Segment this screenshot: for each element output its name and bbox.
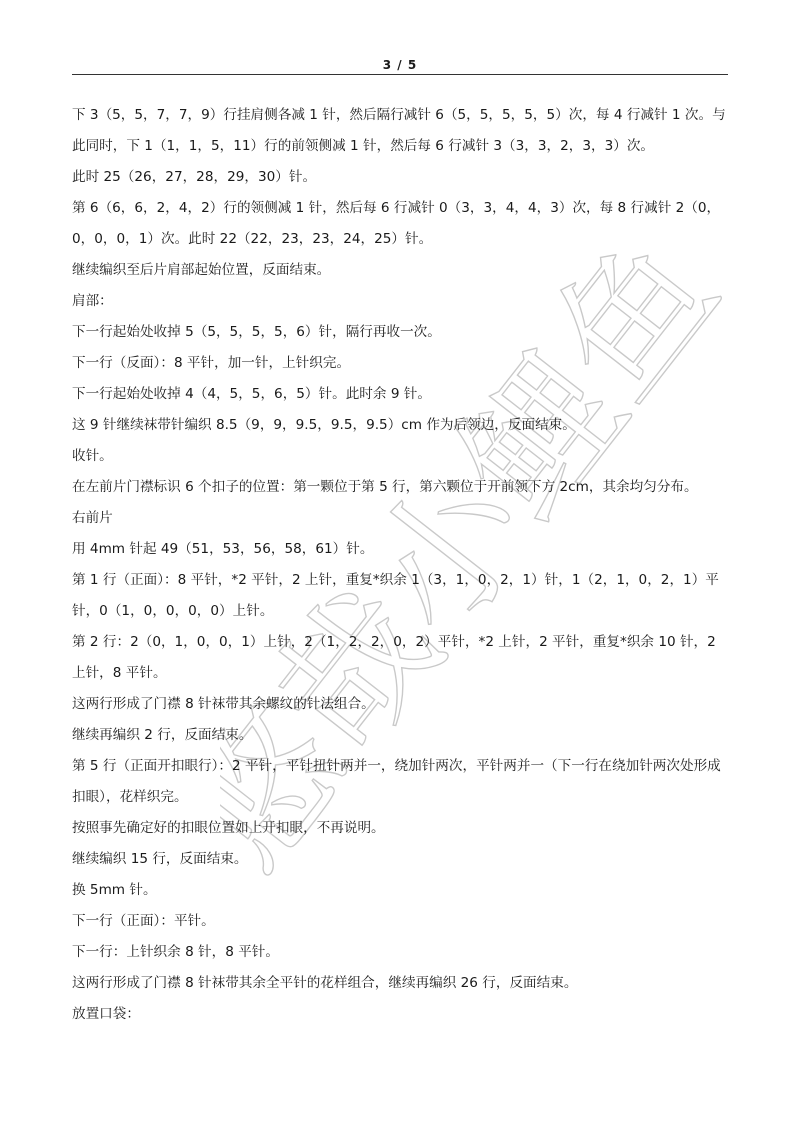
paragraph: 继续编织 15 行，反面结束。 (72, 851, 248, 867)
paragraph: 换 5mm 针。 (72, 882, 157, 898)
section-heading-shoulder: 肩部： (72, 293, 113, 309)
header-divider (72, 74, 728, 75)
paragraph: 这两行形成了门襟 8 针袜带其余全平针的花样组合，继续再编织 26 行，反面结束。 (72, 975, 578, 991)
paragraph: 收针。 (72, 448, 113, 464)
paragraph: 第 5 行（正面开扣眼行）：2 平针，平针扭针两并一，绕加针两次，平针两并一（下一行在绕加针两次处形成扣眼），花样织完。 (72, 758, 721, 805)
paragraph: 继续编织至后片肩部起始位置，反面结束。 (72, 262, 331, 278)
paragraph: 下一行：上针织余 8 针，8 平针。 (72, 944, 279, 960)
paragraph: 在左前片门襟标识 6 个扣子的位置：第一颗位于第 5 行，第六颗位于开前领下方 2cm，其余均匀分布。 (72, 479, 698, 495)
paragraph: 此时 25（26，27，28，29，30）针。 (72, 169, 317, 185)
paragraph: 这两行形成了门襟 8 针袜带其余螺纹的针法组合。 (72, 696, 375, 712)
paragraph: 下 3（5，5，7，7，9）行挂肩侧各减 1 针，然后隔行减针 6（5，5，5，5，5）次，每 4 行减针 1 次。与此同时，下 1（1，1，5，11）行的前领侧减 1 针，然后每 6 行减针 3（3，3，2，3，3）次。 (72, 107, 726, 154)
paragraph: 下一行（正面）：平针。 (72, 913, 215, 929)
section-heading-pockets: 放置口袋： (72, 1006, 140, 1022)
page-number: 3 / 5 (382, 58, 418, 72)
paragraph: 第 2 行：2（0，1，0，0，1）上针，2（1，2，2，0，2）平针，*2 上针，2 平针，重复*织余 10 针，2 上针，8 平针。 (72, 634, 716, 681)
section-heading-right-front: 右前片 (72, 510, 113, 526)
paragraph: 第 1 行（正面）：8 平针，*2 平针，2 上针，重复*织余 1（3，1，0，2，1）针，1（2，1，0，2，1）平针，0（1，0，0，0，0）上针。 (72, 572, 719, 619)
paragraph: 下一行（反面）：8 平针，加一针，上针织完。 (72, 355, 351, 371)
paragraph: 第 6（6，6，2，4，2）行的领侧减 1 针，然后每 6 行减针 0（3，3，4，4，3）次，每 8 行减针 2（0，0，0，0，1）次。此时 22（22，23，23，24，25）针。 (72, 200, 721, 247)
paragraph: 用 4mm 针起 49（51，53，56，58，61）针。 (72, 541, 374, 557)
page-header (72, 58, 728, 76)
paragraph: 按照事先确定好的扣眼位置如上开扣眼，不再说明。 (72, 820, 385, 836)
watermark-text: 悠哉小鲤鱼 (220, 240, 751, 900)
paragraph: 继续再编织 2 行，反面结束。 (72, 727, 253, 743)
paragraph: 下一行起始处收掉 5（5，5，5，5，6）针，隔行再收一次。 (72, 324, 441, 340)
document-body (72, 100, 728, 1030)
paragraph: 这 9 针继续袜带针编织 8.5（9，9，9.5，9.5，9.5）cm 作为后领边，反面结束。 (72, 417, 576, 433)
paragraph: 下一行起始处收掉 4（4，5，5，6，5）针。此时余 9 针。 (72, 386, 431, 402)
